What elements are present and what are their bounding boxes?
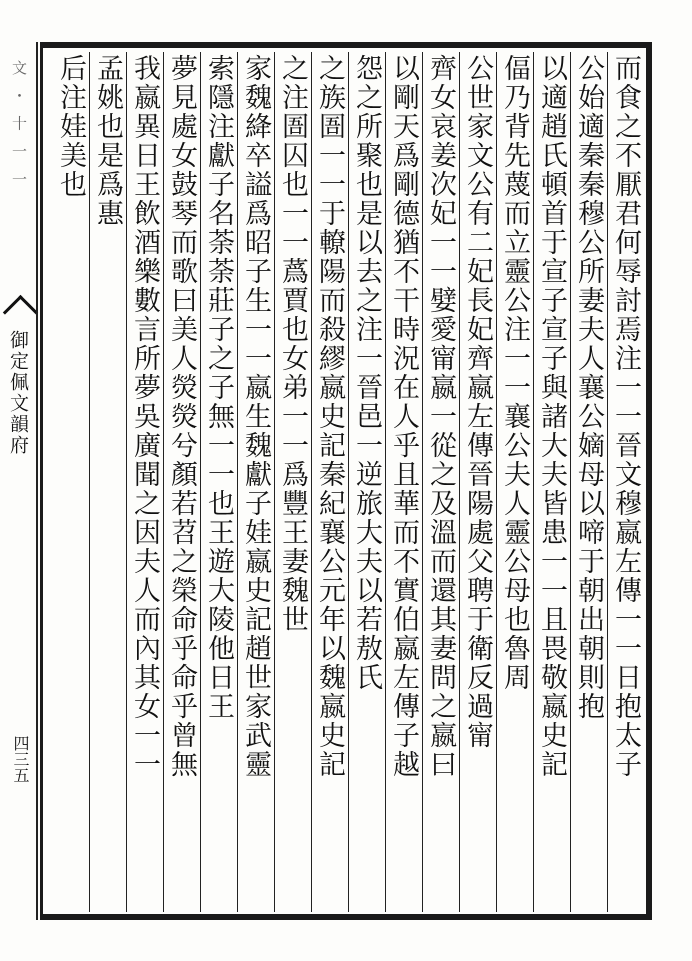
book-title: 御定佩文韻府 xyxy=(7,330,29,456)
fishtail-marker-icon xyxy=(3,295,38,330)
text-column-7: 以剛天爲剛德猶不干時況在人乎且華而不實伯嬴左傳子越 xyxy=(385,52,422,912)
text-columns xyxy=(52,52,644,912)
text-column-2: 公始適秦秦穆公所妻夫人襄公嫡母以啼于朝出朝則抱 xyxy=(570,52,607,912)
text-column-11: 家魏絳卒謚爲昭子生一一嬴生魏獻子娃嬴史記趙世家武靈 xyxy=(237,52,274,912)
text-column-13: 夢見處女鼓琴而歌曰美人熒熒兮顏若苕之榮命乎命乎曾無 xyxy=(163,52,200,912)
text-column-15: 孟姚也是爲惠 xyxy=(89,52,126,912)
page-number: 四三五 xyxy=(11,735,30,783)
text-column-10: 之注圄囚也一一蔿賈也女弟一一爲豐王妻魏世 xyxy=(274,52,311,912)
fold-divider xyxy=(36,42,38,920)
fold-strip xyxy=(0,0,40,961)
top-margin-text: 文 ・ 十 一 一 xyxy=(10,60,28,191)
text-column-14: 我嬴異日王飲酒樂數言所夢吳廣聞之因夫人而內其女一一 xyxy=(126,52,163,912)
text-column-8: 怨之所聚也是以去之注一晉邑一逆旅大夫以若敖氏 xyxy=(348,52,385,912)
text-column-3: 以適趙氏頓首于宣子宣子與諸大夫皆患一一且畏敬嬴史記 xyxy=(533,52,570,912)
text-column-6: 齊女哀姜次妃一一嬖愛甯嬴一從之及溫而還其妻問之嬴曰 xyxy=(422,52,459,912)
text-column-4: 偪乃背先蔑而立靈公注一一襄公夫人靈公母也魯周 xyxy=(496,52,533,912)
text-column-12: 索隱注獻子名荼荼莊子之子無一一也王遊大陵他日王 xyxy=(200,52,237,912)
text-column-9: 之族圄一一于轑陽而殺繆嬴史記秦紀襄公元年以魏嬴史記 xyxy=(311,52,348,912)
text-column-16: 后注娃美也 xyxy=(55,54,86,199)
text-column-5: 公世家文公有二妃長妃齊嬴左傳晉陽處父聘于衛反過甯 xyxy=(459,52,496,912)
text-column-1: 而食之不厭君何辱討焉注一一晉文穆嬴左傳一一日抱太子 xyxy=(607,52,644,912)
